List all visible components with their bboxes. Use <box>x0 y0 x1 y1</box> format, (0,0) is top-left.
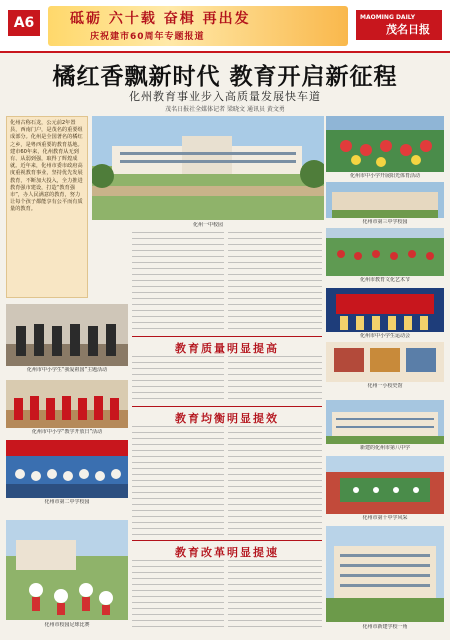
section-title-reform: 教育改革明显提速 <box>175 546 279 559</box>
text-column-7 <box>132 560 224 632</box>
text-column-8 <box>228 560 322 632</box>
byline: 茂名日报社全媒体记者 梁晓文 通讯员 黄文勇 <box>165 106 285 113</box>
text-column-3 <box>132 356 224 404</box>
group-photo-1 <box>6 380 128 428</box>
sports-photo <box>326 116 444 172</box>
group-photo-2 <box>6 440 128 498</box>
caption-stage: 化州市中小学生运动会 <box>359 333 410 339</box>
caption-exhibit: 化州一小校史馆 <box>367 383 403 389</box>
newspaper-banner <box>0 0 450 52</box>
text-column-6 <box>228 426 322 536</box>
lead-paragraph: 化州古称石龙，公元前2年置县，西南门户，是茂名的重要组成部分。化州是全国著名的橘红之乡，是粤西重要的教育基地。建市60年来，化州教育从无到有、从弱到强，取得了辉煌成就。近年来，化州市委市政府高度重视教育事业，坚持优先发展教育，不断加大投入，全力推进教育强市建设，打造“教育强市”，办人民满意的教育，努力让每个孩子都能享有公平而有质量的教育。 <box>6 116 88 298</box>
text-column-4 <box>228 356 322 404</box>
slogan-main: 砥砺 六十载 奋楫 再出发 <box>70 11 251 27</box>
caption-sports: 化州市中小学开展阳光体育活动 <box>349 173 420 179</box>
school-photo-1 <box>326 182 444 218</box>
slogan-sub: 庆祝建市60周年专题报道 <box>90 32 205 42</box>
caption-officials: 化州市中小学生“我爱祖国”主题活动 <box>26 367 108 373</box>
header-divider <box>0 51 450 53</box>
section-rule-1 <box>132 336 322 337</box>
masthead <box>356 10 442 40</box>
page-number: A6 <box>8 10 40 36</box>
section-rule-3 <box>132 540 322 541</box>
caption-new-school: 化州市新建学校一角 <box>362 624 408 630</box>
subheadline: 化州教育事业步入高质量发展快车道 <box>129 90 321 103</box>
headline: 橘红香飘新时代 教育开启新征程 <box>52 63 398 90</box>
caption-school-1: 化州市第三中学校园 <box>362 219 408 225</box>
campus-photo <box>92 116 324 220</box>
caption-group-1: 化州市中小学“教学开放日”活动 <box>31 429 103 435</box>
playground-photo <box>326 456 444 514</box>
caption-group-2: 化州市第二中学校园 <box>44 499 90 505</box>
masthead-chinese: 茂名日报 <box>386 23 430 36</box>
exhibit-photo <box>326 342 444 382</box>
caption-field: 化州市教育文化艺术节 <box>359 277 410 283</box>
section-rule-2 <box>132 406 322 407</box>
officials-photo <box>6 304 128 366</box>
text-column-2 <box>228 232 322 332</box>
text-column-1 <box>132 232 224 332</box>
section-title-balance: 教育均衡明显提效 <box>175 412 279 425</box>
caption-campus: 化州一中校园 <box>192 222 223 228</box>
text-column-5 <box>132 426 224 536</box>
students-photo <box>6 520 128 620</box>
masthead-english: MAOMING DAILY <box>360 14 416 21</box>
caption-playground: 化州市第十中学风采 <box>362 515 408 521</box>
section-title-quality: 教育质量明显提高 <box>175 342 279 355</box>
new-school-photo <box>326 526 444 622</box>
school-photo-2 <box>326 400 444 444</box>
caption-school-2: 新建的化州市第八中学 <box>359 445 410 451</box>
stage-photo <box>326 288 444 332</box>
caption-students: 化州市校园足球比赛 <box>44 622 90 628</box>
field-photo <box>326 228 444 276</box>
